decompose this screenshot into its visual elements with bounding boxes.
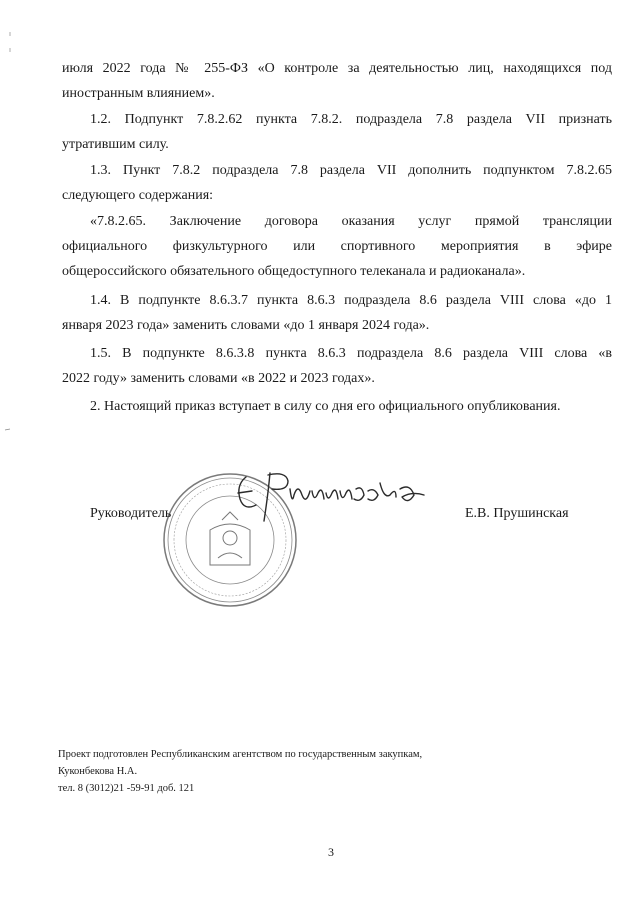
signatory-role: Руководитель <box>90 506 172 521</box>
quote-line: «7.8.2.65. Заключение договора оказания услуг прямой трансляции <box>90 214 612 229</box>
quote-line: общероссийского обязательного общедоступного телеканала и радиоканала». <box>62 264 526 279</box>
paragraph-1-2-line: утратившим силу. <box>62 137 169 152</box>
footer-prepared-by: Проект подготовлен Республиканским агентством по государственным закупкам, <box>58 749 423 760</box>
scan-mark <box>6 30 14 60</box>
paragraph-1-5-line: 2022 году» заменить словами «в 2022 и 2023 годах». <box>62 371 375 386</box>
body-line: иностранным влиянием». <box>62 86 215 101</box>
signatory-name: Е.В. Прушинская <box>465 506 569 521</box>
paragraph-2: 2. Настоящий приказ вступает в силу со дня его официального опубликования. <box>90 399 561 414</box>
paragraph-1-2-line: 1.2. Подпункт 7.8.2.62 пункта 7.8.2. подраздела 7.8 раздела VII признать <box>90 112 612 127</box>
paragraph-1-4-line: января 2023 года» заменить словами «до 1 января 2024 года». <box>62 318 430 333</box>
body-line: июля 2022 года № 255-ФЗ «О контроле за деятельностью лиц, находящихся под <box>62 61 612 76</box>
footer-author: Куконбекова Н.А. <box>58 766 138 777</box>
paragraph-1-3-line: следующего содержания: <box>62 188 214 203</box>
footer-phone: тел. 8 (3012)21 -59-91 доб. 121 <box>58 783 195 794</box>
paragraph-1-4-line: 1.4. В подпункте 8.6.3.7 пункта 8.6.3 подраздела 8.6 раздела VIII слова «до 1 <box>90 293 612 308</box>
handwritten-signature <box>228 465 438 525</box>
paragraph-1-3-line: 1.3. Пункт 7.8.2 подраздела 7.8 раздела VII дополнить подпунктом 7.8.2.65 <box>90 163 612 178</box>
page-number: 3 <box>328 845 334 859</box>
scan-mark <box>4 425 12 435</box>
quote-line: официального физкультурного или спортивного мероприятия в эфире <box>62 239 612 254</box>
paragraph-1-5-line: 1.5. В подпункте 8.6.3.8 пункта 8.6.3 подраздела 8.6 раздела VIII слова «в <box>90 346 612 361</box>
